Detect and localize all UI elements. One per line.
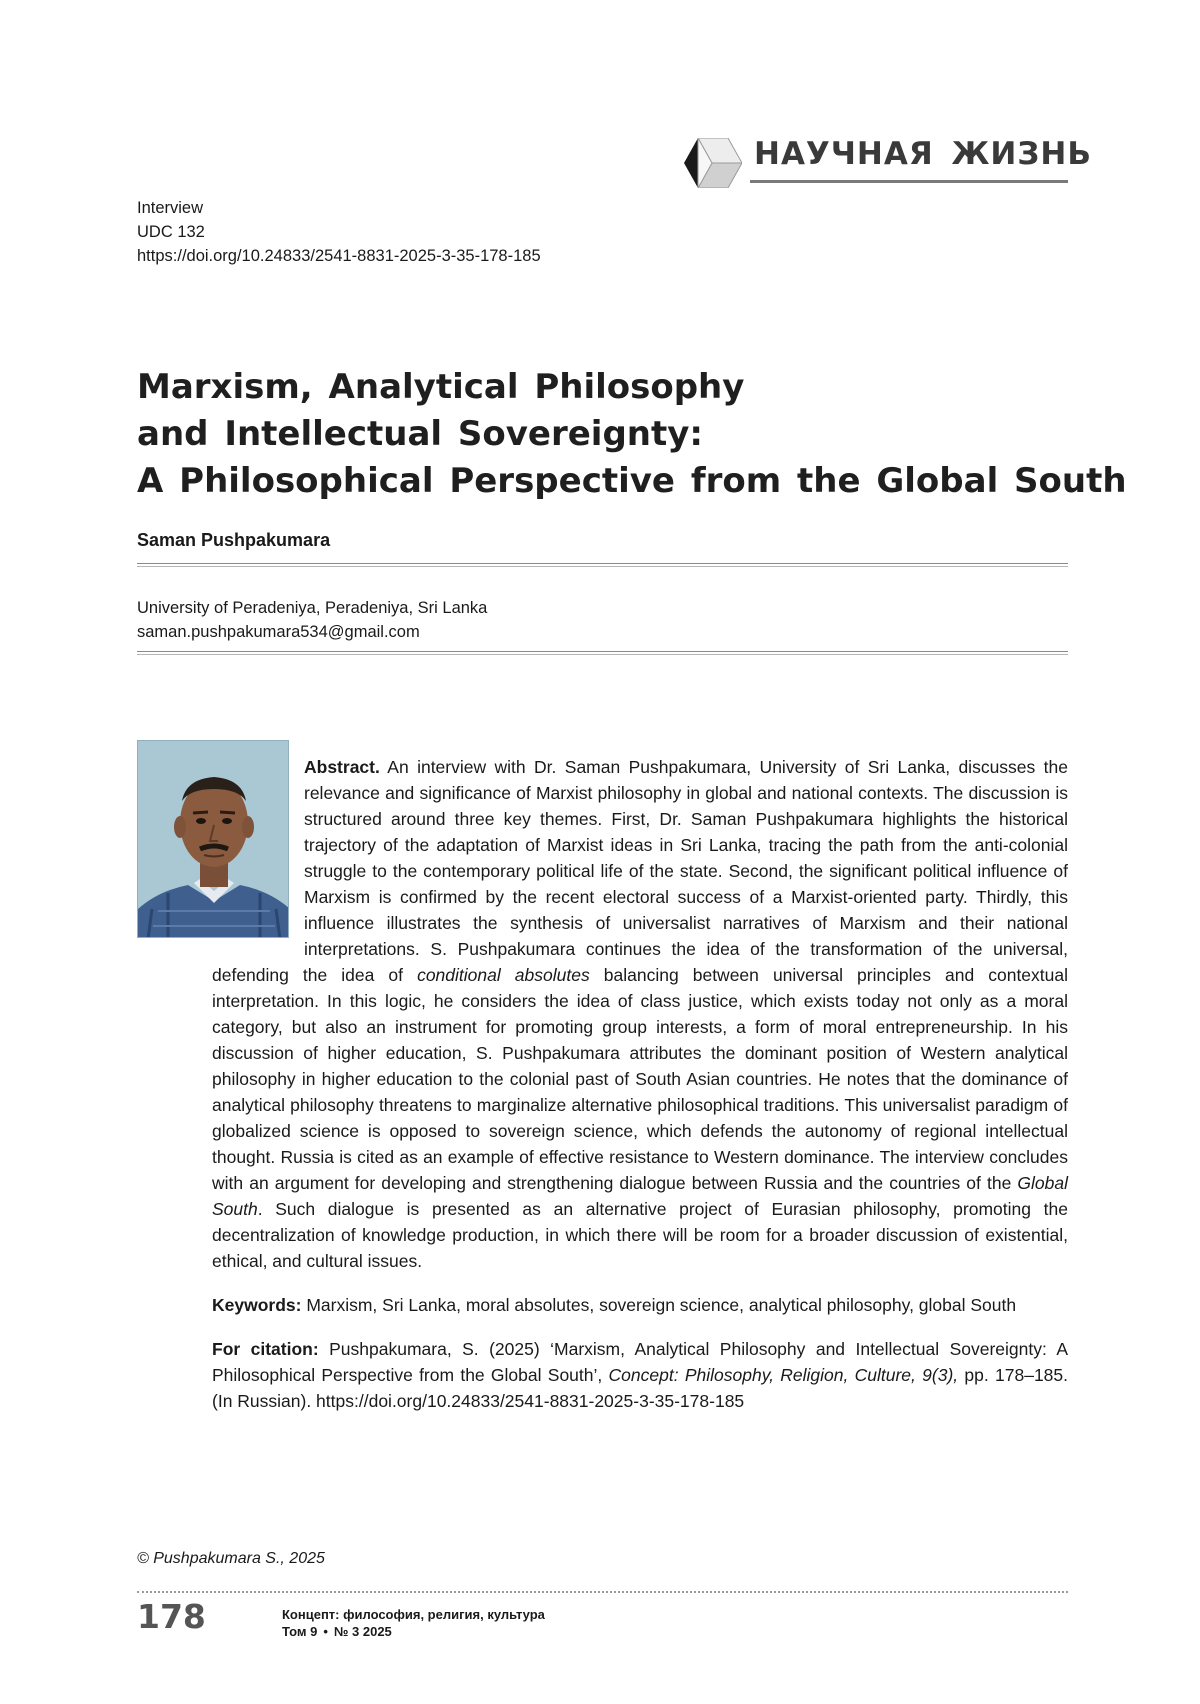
author-affiliation-block: [137, 596, 487, 644]
copyright: © Pushpakumara S., 2025: [137, 1550, 325, 1567]
abstract-body: An interview with Dr. Saman Pushpakumara, University of Sri Lanka, discusses the relevance and significance of Marxist philosophy in global and national contexts. The discussion is structured around three key themes. First, Dr. Saman Pushpakumara highlights the historical trajectory of the adaptation of Marxist ideas in Sri Lanka, tracing the path from the anti-colonial struggle to the contemporary political life of the state. Second, the significant political influence of Marxism is confirmed by the recent electoral success of a Marxist-oriented party. Thirdly, this influence illustrates the synthesis of universalist narratives of Marxism and their national interpretations. S. Pushpakumara continues the idea of the transformation of the universal, defending the idea of: [212, 757, 1068, 985]
abstract-text: [212, 754, 1068, 1274]
footer-divider: [137, 1591, 1068, 1593]
divider: [137, 563, 1068, 567]
keywords-label: Keywords:: [212, 1295, 302, 1315]
title-line: Marxism, Analytical Philosophy: [137, 367, 745, 407]
journal-name: Концепт: философия, религия, культура: [282, 1607, 545, 1622]
photo-wrap-spacer: [212, 754, 304, 954]
section-underline: [750, 180, 1068, 183]
article-type: Interview: [137, 199, 204, 217]
citation-label: For citation:: [212, 1339, 319, 1359]
citation-journal: Concept: Philosophy, Religion, Culture, 9(3),: [608, 1365, 959, 1385]
article-meta: [137, 196, 541, 268]
article-title: [137, 364, 1127, 505]
keywords-text: Marxism, Sri Lanka, moral absolutes, sovereign science, analytical philosophy, global South: [301, 1295, 1017, 1315]
udc-code: UDC 132: [137, 223, 205, 241]
journal-volume: Том 9: [282, 1624, 318, 1639]
journal-issue-line: [282, 1623, 545, 1640]
abstract-body: balancing between universal principles and contextual interpretation. In this logic, he considers the idea of class justice, which exists today not only as a moral category, but also an instrument for promoting group interests, a form of moral entrepreneurship. In his discussion of higher education, S. Pushpakumara attributes the dominant position of Western analytical philosophy in higher education to the colonial past of South Asian countries. He notes that the dominance of analytical philosophy threatens to marginalize alternative philosophical traditions. This universalist paradigm of globalized science is opposed to sovereign science, which defends the autonomy of regional intellectual thought. Russia is cited as an example of effective resistance to Western dominance. The interview concludes with an argument for developing and strengthening dialogue between Russia and the countries of the: [212, 965, 1069, 1193]
page-number: 178: [137, 1597, 206, 1636]
journal-logo-icon: [684, 138, 742, 188]
abstract-label: Abstract.: [304, 757, 380, 777]
abstract-italic: conditional absolutes: [417, 965, 590, 985]
divider: [137, 651, 1068, 655]
citation: [212, 1336, 1068, 1414]
abstract-section: [212, 754, 1068, 1414]
title-line: and Intellectual Sovereignty:: [137, 414, 704, 454]
citation-text: pp. 178–185. (In Russian). https://doi.org/10.24833/2541-8831-2025-3-35-178-185: [212, 1365, 1068, 1411]
keywords: [212, 1292, 1068, 1318]
journal-separator: •: [323, 1624, 328, 1639]
affiliation: University of Peradeniya, Peradeniya, Sri Lanka: [137, 599, 488, 617]
section-header: [684, 134, 1092, 190]
title-line: A Philosophical Perspective from the Global South: [137, 461, 1127, 501]
abstract-body: . Such dialogue is presented as an alternative project of Eurasian philosophy, promoting the decentralization of knowledge production, in which there will be room for a broader discussion of existential, ethical, and cultural issues.: [212, 1199, 1068, 1271]
section-title: НАУЧНАЯ ЖИЗНЬ: [754, 136, 1092, 172]
journal-issue: № 3 2025: [333, 1624, 392, 1639]
author-name: Saman Pushpakumara: [137, 530, 331, 550]
doi-link[interactable]: https://doi.org/10.24833/2541-8831-2025-3-35-178-185: [137, 247, 541, 265]
citation-text: Pushpakumara, S. (2025) ‘Marxism, Analytical Philosophy and Intellectual Sovereignty: A Philosophical Perspective from the Global South’,: [212, 1339, 1068, 1385]
author-email[interactable]: saman.pushpakumara534@gmail.com: [137, 623, 420, 641]
abstract-italic: Global South: [212, 1173, 1068, 1219]
journal-info: [282, 1606, 545, 1640]
